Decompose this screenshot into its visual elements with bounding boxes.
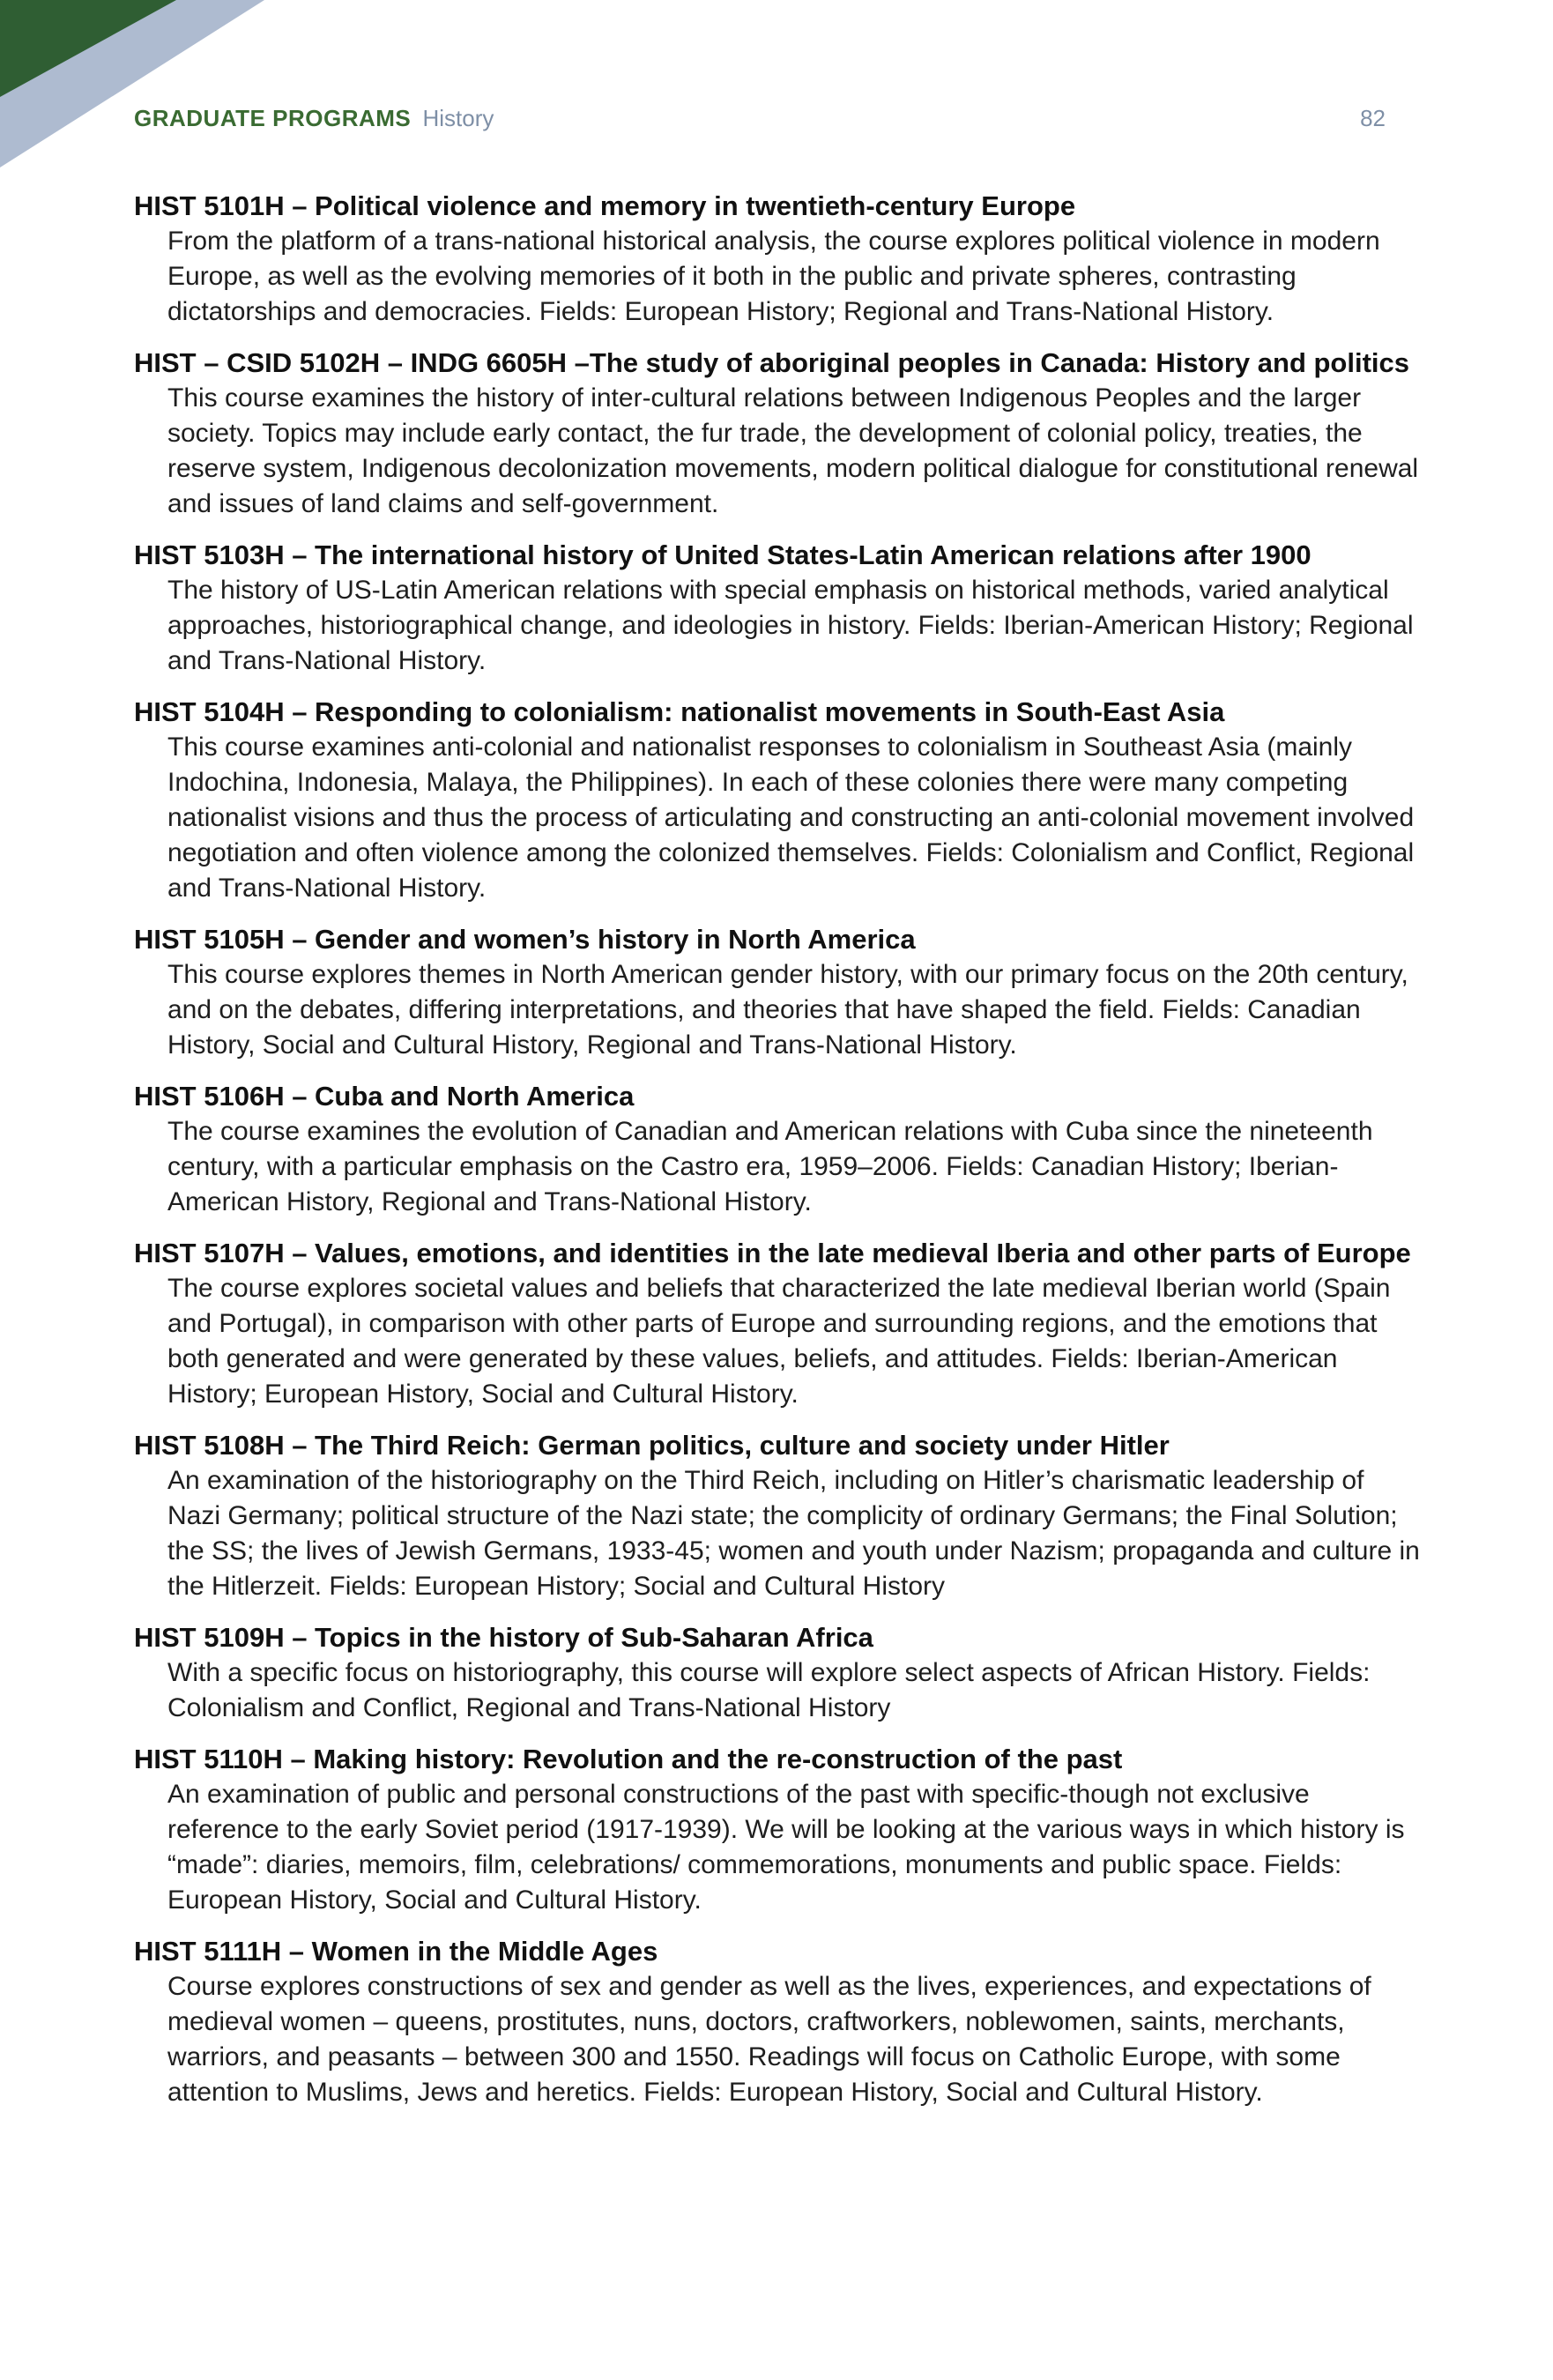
course-entry bbox=[134, 1079, 1421, 1220]
course-entry bbox=[134, 1620, 1421, 1726]
course-entry bbox=[134, 1428, 1421, 1604]
header-section: GRADUATE PROGRAMS bbox=[134, 105, 412, 131]
course-entry bbox=[134, 695, 1421, 906]
course-title: HIST 5110H – Making history: Revolution and the re-construction of the past bbox=[134, 1744, 1123, 1774]
course-entry bbox=[134, 1742, 1421, 1918]
course-description: Course explores constructions of sex and gender as well as the lives, experiences, and expectations of medieval women – queens, prostitutes, nuns, doctors, craftworkers, noblewomen, saints, merchants, warriors, and peasants – between 300 and 1550. Readings will focus on Catholic Europe, with some attention to Muslims, Jews and heretics. Fields: European History, Social and Cultural History. bbox=[167, 1972, 1371, 2107]
course-title: HIST 5107H – Values, emotions, and identities in the late medieval Iberia and other parts of Europe bbox=[134, 1238, 1411, 1268]
course-entry bbox=[134, 1934, 1421, 2110]
corner-decoration bbox=[0, 0, 264, 176]
header-subject: History bbox=[422, 105, 494, 131]
course-entry bbox=[134, 1236, 1421, 1412]
course-description: The course explores societal values and beliefs that characterized the late medieval Iberian world (Spain and Portugal), in comparison with other parts of Europe and surrounding regions, and the emotions that both generated and were generated by these values, beliefs, and attitudes. Fields: Iberian-American History; European History, Social and Cultural History. bbox=[167, 1274, 1391, 1409]
course-description: The history of US-Latin American relations with special emphasis on historical methods, varied analytical approaches, historiographical change, and ideologies in history. Fields: Iberian-American History; Regional and Trans-National History. bbox=[167, 576, 1414, 675]
course-description: An examination of public and personal constructions of the past with specific-though not exclusive reference to the early Soviet period (1917-1939). We will be looking at the various ways in which history is “made”: diaries, memoirs, film, celebrations/ commemorations, monuments and public space. Fields: European History, Social and Cultural History. bbox=[167, 1780, 1405, 1915]
course-description: An examination of the historiography on the Third Reich, including on Hitler’s charismatic leadership of Nazi Germany; political structure of the Nazi state; the complicity of ordinary Germans; the Final Solution; the SS; the lives of Jewish Germans, 1933-45; women and youth under Nazism; propaganda and culture in the Hitlerzeit. Fields: European History; Social and Cultural History bbox=[167, 1466, 1420, 1601]
course-entry bbox=[134, 189, 1421, 330]
course-description: With a specific focus on historiography, this course will explore select aspects of African History. Fields: Colonialism and Conflict, Regional and Trans-National History bbox=[167, 1658, 1371, 1722]
course-description: This course examines the history of inter-cultural relations between Indigenous Peoples and the larger society. Topics may include early contact, the fur trade, the development of colonial policy, treaties, the reserve system, Indigenous decolonization movements, modern political dialogue for constitutional renewal and issues of land claims and self-government. bbox=[167, 383, 1419, 518]
course-title: HIST 5103H – The international history of United States-Latin American relations after 1900 bbox=[134, 539, 1312, 570]
course-title: HIST – CSID 5102H – INDG 6605H –The study of aboriginal peoples in Canada: History and politics bbox=[134, 347, 1410, 378]
course-entry bbox=[134, 538, 1421, 679]
course-title: HIST 5104H – Responding to colonialism: nationalist movements in South-East Asia bbox=[134, 696, 1225, 727]
course-title: HIST 5101H – Political violence and memory in twentieth-century Europe bbox=[134, 190, 1076, 221]
course-title: HIST 5111H – Women in the Middle Ages bbox=[134, 1936, 658, 1967]
course-entry bbox=[134, 922, 1421, 1063]
course-description: This course explores themes in North American gender history, with our primary focus on the 20th century, and on the debates, differing interpretations, and theories that have shaped the field. Fields: Canadian History, Social and Cultural History, Regional and Trans-National History. bbox=[167, 960, 1408, 1060]
course-title: HIST 5106H – Cuba and North America bbox=[134, 1081, 635, 1112]
course-description: From the platform of a trans-national historical analysis, the course explores political violence in modern Europe, as well as the evolving memories of it both in the public and private spheres, contrasting dictatorships and democracies. Fields: European History; Regional and Trans-National History. bbox=[167, 227, 1380, 326]
page-number: 82 bbox=[1360, 105, 1386, 131]
course-title: HIST 5108H – The Third Reich: German politics, culture and society under Hitler bbox=[134, 1430, 1170, 1461]
course-entry bbox=[134, 346, 1421, 522]
course-description: This course examines anti-colonial and nationalist responses to colonialism in Southeast Asia (mainly Indochina, Indonesia, Malaya, the Philippines). In each of these colonies there were many competing nationalist visions and thus the process of articulating and constructing an anti-colonial movement involved negotiation and often violence among the colonized themselves. Fields: Colonialism and Conflict, Regional and Trans-National History. bbox=[167, 733, 1415, 903]
course-title: HIST 5109H – Topics in the history of Sub-Saharan Africa bbox=[134, 1622, 873, 1653]
page-header bbox=[134, 99, 1386, 138]
course-title: HIST 5105H – Gender and women’s history in North America bbox=[134, 924, 916, 955]
course-description: The course examines the evolution of Canadian and American relations with Cuba since the nineteenth century, with a particular emphasis on the Castro era, 1959–2006. Fields: Canadian History; Iberian-American History, Regional and Trans-National History. bbox=[167, 1117, 1373, 1216]
course-list bbox=[134, 189, 1421, 2126]
